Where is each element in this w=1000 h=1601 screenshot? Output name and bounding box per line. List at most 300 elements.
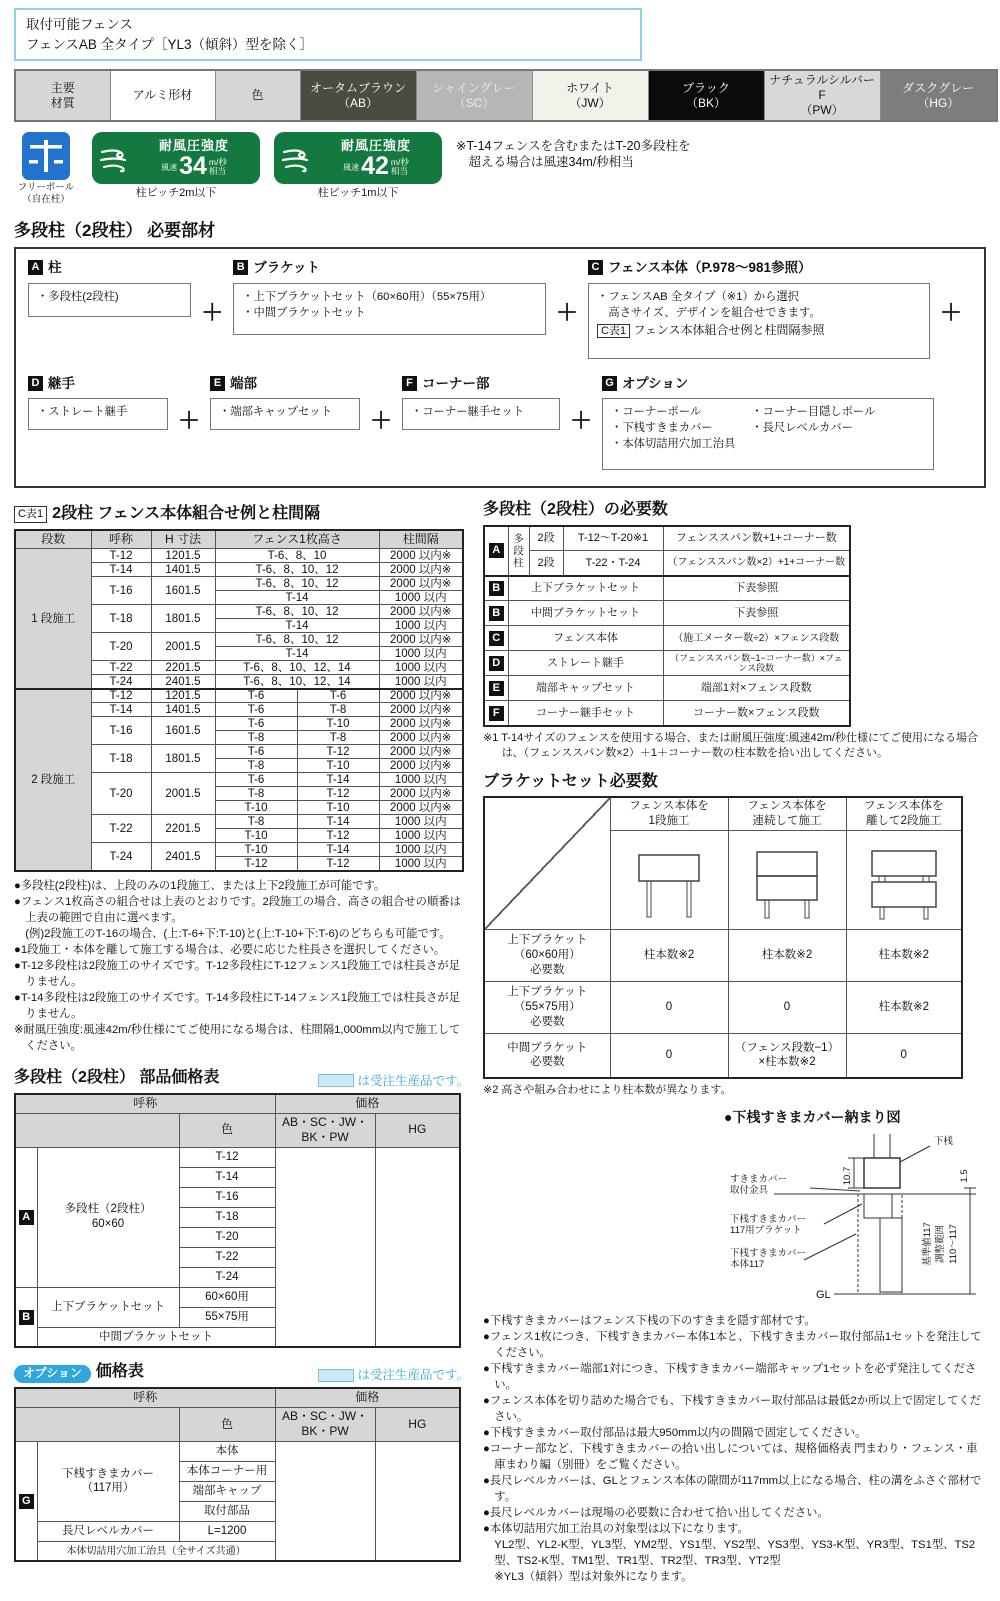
part-letter-badge: B <box>489 581 504 596</box>
part-letter-badge: G <box>19 1494 34 1509</box>
table-cell: T-6、8、10、12 <box>215 605 379 619</box>
plus-sign: ＋ <box>178 407 201 433</box>
wind-speed-prefix: 風速 <box>343 163 360 173</box>
table-ref-label: C表1 <box>597 324 630 338</box>
table-cell: 1000 以内 <box>379 829 463 843</box>
table-cell: 1000 以内 <box>379 675 463 689</box>
note-line: ・端部キャップセット <box>219 406 332 419</box>
table-cell: 1000 以内 <box>379 815 463 829</box>
table-cell: 柱本数※2 <box>846 930 962 982</box>
table-cell: 1601.5 <box>151 577 215 605</box>
part-items <box>611 404 735 452</box>
table-cell: 1401.5 <box>151 563 215 577</box>
table-cell <box>484 701 508 726</box>
wind-icon <box>98 141 132 175</box>
note-line: ※YL3（傾斜）型は対象外になります。 <box>483 1571 693 1584</box>
table-cell: T-12 <box>215 857 297 871</box>
table-cell: 2000 以内※ <box>379 633 463 647</box>
table-row <box>484 576 850 601</box>
right-column <box>483 500 986 1585</box>
table-cell: T-16 <box>179 1187 275 1207</box>
table-row <box>484 930 962 982</box>
table-cell: T-12 <box>91 549 151 563</box>
part-items <box>233 283 546 335</box>
table-cell: 2001.5 <box>151 773 215 815</box>
table-cell: 1201.5 <box>151 689 215 703</box>
part-letter-badge: G <box>602 376 617 391</box>
option-price-table <box>14 1387 461 1562</box>
made-to-order-legend <box>318 1073 469 1089</box>
part-items <box>28 283 191 317</box>
table-cell: 1000 以内 <box>379 857 463 871</box>
table-cell: 1201.5 <box>151 549 215 563</box>
table-cell: T-24 <box>91 843 151 871</box>
combination-notes <box>14 878 469 1054</box>
table-cell: T-12 <box>297 787 379 801</box>
note-line: ●下桟すきまカバー取付部品は最大950mm以内の間隔で固定してください。 <box>483 1427 867 1440</box>
parts-price-table <box>14 1093 461 1348</box>
part-items <box>28 398 168 430</box>
table-cell: フェンス本体 <box>508 626 663 651</box>
table-cell <box>15 1113 179 1147</box>
gap-cover-diagram-block <box>724 1108 986 1313</box>
wind-icon <box>280 141 314 175</box>
table-cell: 2401.5 <box>151 843 215 871</box>
table-cell: T-12〜T-20※1 <box>563 526 663 551</box>
table-cell: 1801.5 <box>151 745 215 773</box>
table-cell: T-20 <box>91 633 151 661</box>
table-row <box>15 689 463 703</box>
table-cell: T-10 <box>297 717 379 731</box>
table-cell: 多段柱 <box>508 526 529 576</box>
table-cell: 1601.5 <box>151 717 215 745</box>
table-cell: T-6 <box>215 703 297 717</box>
table-cell: T-24 <box>91 675 151 689</box>
attachable-fence-detail: フェンスAB 全タイプ［YL3（傾斜）型を除く］ <box>26 36 314 52</box>
table-cell: T-6 <box>215 717 297 731</box>
table-cell: アルミ形材 <box>110 70 215 121</box>
part-title: オプション <box>622 375 689 391</box>
table-cell <box>484 526 508 576</box>
part-letter-badge: C <box>588 260 603 275</box>
table-row <box>484 701 850 726</box>
plus-sign: ＋ <box>570 407 593 433</box>
table-cell: T-10 <box>215 829 297 843</box>
table-cell: T-16 <box>91 717 151 745</box>
table-cell: （フェンス段数−1） ×柱本数※2 <box>728 1034 846 1078</box>
part-g <box>602 375 934 471</box>
table-cell <box>484 576 508 601</box>
combination-table <box>14 529 464 872</box>
table-cell: T-12 <box>91 689 151 703</box>
wind-badge-title: 耐風圧強度 <box>158 138 229 154</box>
note-line: ●多段柱(2段柱)は、上段のみの1段施工、または上下2段施工が可能です。 <box>14 879 386 892</box>
note-line: ●T-12多段柱は2段施工のサイズです。T-12多段柱にT-12フェンス1段施工では柱長さが足りません。 <box>14 960 460 989</box>
table-cell: 1000 以内 <box>379 647 463 661</box>
table-cell: AB・SC・JW・BK・PW <box>275 1113 375 1147</box>
bracket-col-header: フェンス本体を 1段施工 <box>610 797 728 830</box>
required-count-title: 多段柱（2段柱）の必要数 <box>483 501 668 519</box>
table-cell: T-6 <box>215 689 297 703</box>
table-cell: 60×60用 <box>179 1287 275 1307</box>
option-pill: オプション <box>14 1365 91 1384</box>
table-cell: 2000 以内※ <box>379 689 463 703</box>
table-ref-text: フェンス本体組合せ例と柱間隔参照 <box>633 322 825 337</box>
table-cell <box>375 1147 460 1347</box>
table-row <box>15 70 997 121</box>
table-cell: コーナー継手セット <box>508 701 663 726</box>
table-cell: 1 段施工 <box>15 549 91 689</box>
diagram-label-shitazan: 下桟 <box>934 1136 954 1148</box>
table-cell: T-20 <box>179 1227 275 1247</box>
table-cell: T-10 <box>297 801 379 815</box>
table-row <box>484 982 962 1034</box>
table-cell: T-14 <box>215 647 379 661</box>
table-cell: T-6、8、10、12 <box>215 577 379 591</box>
note-line: ・コーナー目隠しポール <box>751 406 876 419</box>
note-line: ・本体切詰用穴加工治具 <box>611 438 736 451</box>
table-cell: 上下ブラケットセット <box>37 1287 179 1327</box>
note-line: ・コーナー継手セット <box>411 406 525 419</box>
table-cell: オータムブラウン （AB） <box>300 70 416 121</box>
table-cell: 価格 <box>275 1094 460 1113</box>
wind-resistance-row <box>14 132 986 206</box>
part-letter-badge: B <box>489 606 504 621</box>
table-cell: T-6、8、10、12 <box>215 563 379 577</box>
part-letter-badge: A <box>28 260 43 275</box>
table-cell: T-18 <box>179 1207 275 1227</box>
fence-diagram-single <box>610 831 728 930</box>
table-cell: 主要 材質 <box>15 70 110 121</box>
note-line: ●フェンス1枚につき、下桟すきまカバー本体1本と、下桟すきまカバー取付部品1セットを発注してください。 <box>483 1330 982 1359</box>
table-row <box>15 1113 460 1147</box>
table-cell: （フェンススパン数−1−コーナー数）×フェンス段数 <box>663 651 850 676</box>
table-cell: T-6 <box>215 745 297 759</box>
part-letter-badge: A <box>19 1210 34 1225</box>
made-to-order-text: は受注生産品です。 <box>357 1073 469 1088</box>
table-cell: T-16 <box>91 577 151 605</box>
table-row <box>484 601 850 626</box>
table-cell <box>484 651 508 676</box>
wind-speed-suffix: 相当 <box>208 166 226 177</box>
fence-stacked-icon <box>737 847 837 923</box>
table-cell: T-6 <box>297 689 379 703</box>
table-cell: 呼称 <box>15 1388 275 1407</box>
wind-badge-title: 耐風圧強度 <box>340 138 411 154</box>
diagram-label-kanagu2: 取付金具 <box>730 1185 769 1197</box>
table-cell: 2000 以内※ <box>379 563 463 577</box>
table-cell <box>15 1287 37 1347</box>
part-items <box>751 404 875 452</box>
freepole-caption: フリーポール （自在柱） <box>17 182 75 205</box>
made-to-order-swatch <box>318 1369 354 1382</box>
note-line: ・多段柱(2段柱) <box>37 290 119 303</box>
table-cell: 2000 以内※ <box>379 745 463 759</box>
table-cell: T-22 <box>91 661 151 675</box>
table-cell: T-14 <box>297 815 379 829</box>
part-title: フェンス本体（P.978〜981参照） <box>608 259 812 275</box>
table-cell: T-14 <box>297 773 379 787</box>
table-cell: T-8 <box>215 731 297 745</box>
table-cell: 2段 <box>529 526 563 551</box>
note-line: ●下桟すきまカバーはフェンス下桟の下のすきまを隠す部材です。 <box>483 1314 816 1327</box>
table-cell: 1000 以内 <box>379 661 463 675</box>
diagram-label-gl: GL <box>816 1289 831 1302</box>
table-cell: 下表参照 <box>663 601 850 626</box>
table-cell: コーナー数×フェンス段数 <box>663 701 850 726</box>
table-cell: 2001.5 <box>151 633 215 661</box>
part-e <box>210 375 360 431</box>
bracket-col-header: フェンス本体を 離して2段施工 <box>846 797 962 830</box>
table-cell: 価格 <box>275 1388 460 1407</box>
part-letter-badge: A <box>489 543 504 558</box>
plus-sign: ＋ <box>370 407 393 433</box>
table-cell: 上下ブラケットセット <box>508 576 663 601</box>
table-cell: T-18 <box>91 605 151 633</box>
table-cell: 下表参照 <box>663 576 850 601</box>
table-cell: T-12 <box>297 857 379 871</box>
table-cell: 色 <box>179 1407 275 1441</box>
note-line: ・コーナーポール <box>611 406 702 419</box>
table-cell: 0 <box>728 982 846 1034</box>
note-line: ●本体切詰用穴加工治具の対象型は以下になります。 <box>483 1523 749 1536</box>
parts-section-title: 多段柱（2段柱） 必要部材 <box>14 220 216 240</box>
bracket-col-header: フェンス本体を 連続して施工 <box>728 797 846 830</box>
freepole-icon <box>22 132 70 180</box>
table-cell <box>375 1441 460 1561</box>
wind-speed-value: 42 <box>361 152 389 181</box>
table-cell: T-6、8、10、12、14 <box>215 675 379 689</box>
wind-speed-unit: m/秒 <box>208 157 227 168</box>
table-cell: T-24 <box>179 1267 275 1287</box>
table-cell: 2000 以内※ <box>379 605 463 619</box>
note-line: YL2型、YL2-K型、YL3型、YM2型、YS1型、YS2型、YS3型、YS3-K型、YR3型、TS1型、TS2型、TS2-K型、TM1型、TR1型、TR2型、TR3型、YT2型 <box>483 1539 976 1568</box>
wind-badge-42-block <box>274 132 442 200</box>
req-note: ※1 T-14サイズのフェンスを使用する場合、または耐風圧強度:風速42m/秒仕様にてご使用になる場合は、（フェンススパン数×2）＋1＋コーナー数の柱本数を拾い出してください。 <box>483 731 978 760</box>
table-cell: T-14 <box>215 619 379 633</box>
note-line: ●下桟すきまカバー端部1対につき、下桟すきまカバー端部キャップ1セットを必ず発注してください。 <box>483 1362 977 1391</box>
table-cell: 2000 以内※ <box>379 787 463 801</box>
note-line: ●フェンス本体を切り詰めた場合でも、下桟すきまカバー取付部品は最低2か所以上で固定してください。 <box>483 1395 981 1424</box>
wind-speed-value: 34 <box>179 152 207 181</box>
plus-sign: ＋ <box>201 299 224 325</box>
table-cell <box>15 1407 179 1441</box>
table-cell: T-6 <box>215 773 297 787</box>
table-cell: 1000 以内 <box>379 843 463 857</box>
table-cell: 2000 以内※ <box>379 731 463 745</box>
note-line: ●T-14多段柱は2段施工のサイズです。T-14多段柱にT-14フェンス1段施工では柱長さが足りません。 <box>14 992 460 1021</box>
table-cell: 柱本数※2 <box>728 930 846 982</box>
dimension-110-117: 110〜117 <box>948 1224 959 1265</box>
table-row <box>15 1441 460 1461</box>
table-cell: T-18 <box>91 745 151 773</box>
table-cell: T-8 <box>297 703 379 717</box>
diagram-label-bracket: 下桟すきまカバー <box>730 1214 807 1226</box>
part-letter-badge: E <box>210 376 225 391</box>
table-cell: 色 <box>215 70 300 121</box>
freepole-block <box>14 132 78 206</box>
table-cell <box>484 601 508 626</box>
table-cell: 0 <box>846 1034 962 1078</box>
table-row <box>484 1034 962 1078</box>
table-cell <box>275 1441 375 1561</box>
wind-speed-unit: m/秒 <box>390 157 409 168</box>
part-title: 継手 <box>48 375 75 391</box>
dimension-adjust-range: 調整範囲 <box>935 1225 946 1264</box>
part-letter-badge: B <box>19 1310 34 1325</box>
table-cell: 2201.5 <box>151 661 215 675</box>
table-row <box>484 676 850 701</box>
table-cell: 段数 <box>15 530 91 549</box>
table-ref-label: C表1 <box>14 506 47 523</box>
part-letter-badge: F <box>402 376 417 391</box>
table-cell: T-22 <box>91 815 151 843</box>
note-line: ・ストレート継手 <box>37 406 128 419</box>
note-line: ●長尺レベルカバーは、GLとフェンス本体の隙間が117mm以上になる場合、柱の溝をふさぐ部材です。 <box>483 1475 982 1504</box>
table-cell: AB・SC・JW・BK・PW <box>275 1407 375 1441</box>
material-color-table <box>14 69 998 122</box>
part-letter-badge: B <box>233 260 248 275</box>
wind-speed-prefix: 風速 <box>161 163 178 173</box>
table-row <box>15 1094 460 1113</box>
bracket-row-label: 中間ブラケット 必要数 <box>484 1034 610 1078</box>
left-column <box>14 500 469 1562</box>
note-line: ・長尺レベルカバー <box>751 422 854 435</box>
table-cell: 本体 <box>179 1441 275 1461</box>
table-cell: 55×75用 <box>179 1307 275 1327</box>
part-letter-badge: D <box>489 656 504 671</box>
table-cell: （施工メーター数÷2）×フェンス段数 <box>663 626 850 651</box>
table-cell: T-22 <box>179 1247 275 1267</box>
parts-price-title: 多段柱（2段柱） 部品価格表 <box>14 1069 220 1087</box>
wind-speed-suffix: 相当 <box>390 166 408 177</box>
pitch-caption-34: 柱ピッチ2m以下 <box>135 187 217 200</box>
note-line: ●1段施工・本体を離して施工する場合は、必要に応じた柱長さを選択してください。 <box>14 944 446 957</box>
part-title: ブラケット <box>253 259 321 275</box>
diagram-label-body: 下桟すきまカバー <box>730 1248 807 1260</box>
fence-diagram-separated <box>846 831 962 930</box>
diagram-label-kanagu: すきまカバー <box>730 1174 788 1186</box>
note-line: ※耐風圧強度:風速42m/秒仕様にてご使用になる場合は、柱間隔1,000mm以内で施工してください。 <box>14 1024 461 1053</box>
table-cell: T-14 <box>215 591 379 605</box>
table-cell: ナチュラルシルバーF （PW） <box>764 70 880 121</box>
made-to-order-swatch <box>318 1074 354 1087</box>
table-cell <box>275 1147 375 1347</box>
attachable-fence-title: 取付可能フェンス <box>26 17 133 32</box>
table-cell: 1801.5 <box>151 605 215 633</box>
note-line: ●フェンス1枚高さの組合せは上表のとおりです。2段施工の場合、高さの組合せの順番は上表の範囲で自由に選べます。 <box>14 895 461 925</box>
table-row <box>484 651 850 676</box>
table-cell: T-12 <box>297 745 379 759</box>
table-cell: 下桟すきまカバー （117用） <box>37 1441 179 1521</box>
part-title: 端部 <box>230 375 258 391</box>
note-line: ・フェンスAB 全タイプ（※1）から選択 <box>597 290 799 303</box>
option-notes <box>483 1313 986 1586</box>
table-row <box>15 1388 460 1407</box>
gap-cover-diagram <box>724 1130 982 1308</box>
dimension-1-5: 1.5 <box>959 1169 970 1183</box>
part-items <box>402 398 560 430</box>
table-cell: ホワイト （JW） <box>532 70 648 121</box>
table-cell: 柱本数※2 <box>846 982 962 1034</box>
table-cell: フェンス1枚高さ <box>215 530 379 549</box>
table-cell: 2201.5 <box>151 815 215 843</box>
table-cell: 2000 以内※ <box>379 703 463 717</box>
table-cell: 端部キャップセット <box>508 676 663 701</box>
table-cell: T-14 <box>179 1167 275 1187</box>
table-cell: T-8 <box>215 759 297 773</box>
plus-sign: ＋ <box>939 299 962 325</box>
note-line: ・下桟すきまカバー <box>611 422 713 435</box>
attachable-fence-box <box>14 8 642 61</box>
table-cell: シャイングレー （SC） <box>416 70 532 121</box>
table-cell: T-20 <box>91 773 151 815</box>
table-cell: 端部キャップ <box>179 1481 275 1501</box>
table-cell: T-22・T-24 <box>563 551 663 576</box>
bracket-note: ※2 高さや組み合わせにより柱本数が異なります。 <box>483 1083 732 1096</box>
table-cell: 柱間隔 <box>379 530 463 549</box>
table-cell: T-14 <box>91 563 151 577</box>
part-letter-badge: C <box>489 631 504 646</box>
table-cell: 取付部品 <box>179 1501 275 1521</box>
note-line: ●コーナー部など、下桟すきまカバーの拾い出しについては、規格価格表 門まわり・フェンス・車庫まわり編（別冊）をご覧ください。 <box>483 1443 978 1472</box>
table-cell: T-12 <box>297 829 379 843</box>
table-cell: 2段 <box>529 551 563 576</box>
table-cell: 2401.5 <box>151 675 215 689</box>
note-line: ・中間ブラケットセット <box>242 306 366 319</box>
table-cell: 2000 以内※ <box>379 577 463 591</box>
table-row <box>484 797 962 830</box>
table-row <box>15 1407 460 1441</box>
note-line: ●長尺レベルカバーは現場の必要数に合わせて拾い出してください。 <box>483 1507 829 1520</box>
dimension-base-117: 基準値117 <box>922 1222 933 1267</box>
diagram-label-body2: 本体117 <box>730 1259 765 1271</box>
part-c <box>588 259 930 359</box>
table-cell: 柱本数※2 <box>610 930 728 982</box>
bracket-count-table <box>483 796 963 1078</box>
note-line: (例)2段施工のT-16の場合、(上:T-6+下:T-10)と(上:T-10+下:T-6)のどちらも可能です。 <box>14 928 451 941</box>
table-cell: 2000 以内※ <box>379 549 463 563</box>
table-cell: T-14 <box>91 703 151 717</box>
table-cell: H 寸法 <box>151 530 215 549</box>
table-cell: T-10 <box>215 801 297 815</box>
note-line: ・上下ブラケットセット（60×60用）（55×75用） <box>242 290 492 303</box>
dimension-10-7: 10.7 <box>842 1167 853 1186</box>
wind-badge-34-block <box>92 132 260 200</box>
table-cell <box>15 1147 37 1287</box>
made-to-order-text: は受注生産品です。 <box>357 1367 469 1382</box>
table-row <box>484 626 850 651</box>
note-line: 高さサイズ、デザインを組合せできます。 <box>597 306 821 319</box>
table-cell: 2 段施工 <box>15 689 91 871</box>
part-d <box>28 375 168 431</box>
table-cell: T-8 <box>297 731 379 745</box>
table-cell: T-10 <box>297 759 379 773</box>
required-parts-box <box>14 247 986 488</box>
table-cell: 2000 以内※ <box>379 759 463 773</box>
table-cell: ダスクグレー （HG） <box>880 70 997 121</box>
table-cell <box>484 626 508 651</box>
combination-table-title: 2段柱 フェンス本体組合せ例と柱間隔 <box>52 505 321 523</box>
part-letter-badge: D <box>28 376 43 391</box>
table-cell: フェンススパン数+1+コーナー数 <box>663 526 850 551</box>
part-a <box>28 259 191 317</box>
fence-single-icon <box>619 847 719 923</box>
fence-separated-icon <box>854 847 954 923</box>
table-cell: T-6、8、10、12 <box>215 633 379 647</box>
table-cell: ブラック （BK） <box>648 70 764 121</box>
table-cell: 呼称 <box>91 530 151 549</box>
